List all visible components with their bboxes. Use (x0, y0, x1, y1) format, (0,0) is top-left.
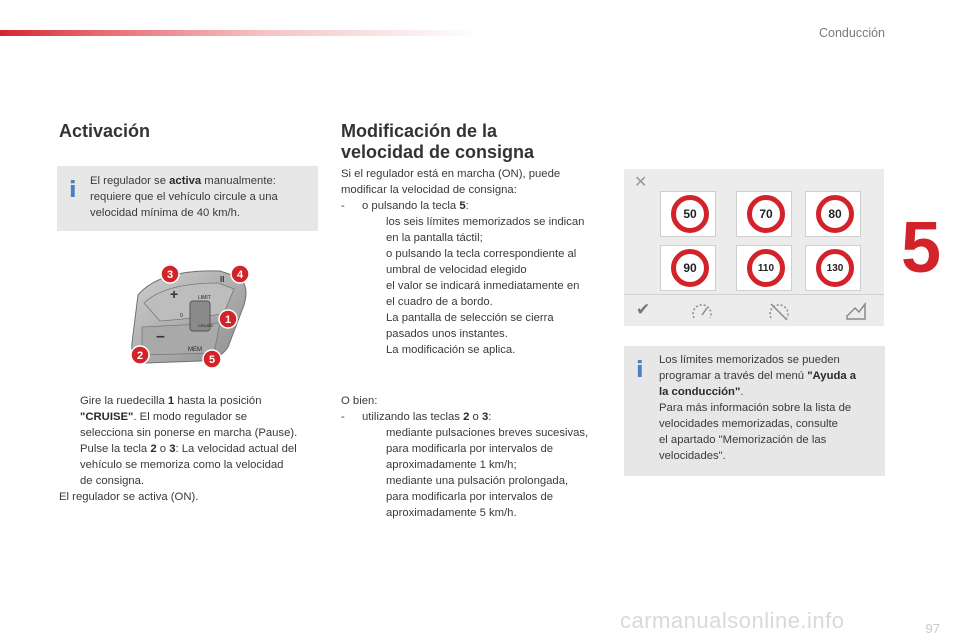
memorization-info-text: Los límites memorizados se pueden programar a través del menú "Ayuda a la conducción". Para más información sobre la lista de velocidades memorizadas, consulte el apartado "Memorización de las velocidades". (659, 354, 857, 462)
speed-limit-off-icon[interactable] (767, 300, 791, 322)
speed-sign-label: 110 (757, 262, 775, 274)
watermark: carmanualsonline.info (620, 608, 845, 633)
plus-mark: + (170, 286, 179, 302)
activation-info-box (57, 166, 318, 231)
callout-1 (219, 310, 237, 328)
section-label: Conducción (818, 26, 885, 40)
sub-step-3: mediante pulsaciones breves sucesivas, para modificarla por intervalos de aproximadamente 1 km/h; (386, 427, 589, 471)
sub-step-1: los seis límites memorizados se indican en la pantalla táctil; (386, 216, 585, 244)
speed-limit-sign-icon (747, 195, 785, 233)
svg-text:3: 3 (166, 269, 174, 281)
speed-sign-130[interactable] (805, 245, 861, 291)
minus-mark: – (156, 328, 165, 345)
speed-sign-50[interactable] (660, 191, 716, 237)
sub-step-2: o pulsando la tecla correspondiente al umbral de velocidad elegido el valor se indicará inmediatamente en el cuadro de a bordo. La pantalla de selección se cierra pasados unos instantes. La modificación se aplica. (386, 248, 580, 356)
speedometer-icon[interactable] (690, 300, 714, 322)
speed-limit-sign-icon (671, 249, 709, 287)
speed-limit-screen (624, 169, 884, 326)
speed-limit-sign-icon (747, 249, 785, 287)
speed-limit-sign-icon (671, 195, 709, 233)
toolbar (624, 294, 884, 327)
step-1: Gire la ruedecilla 1 hasta la posición "CRUISE". El modo regulador se selecciona sin ponerse en marcha (Pause). (80, 395, 298, 439)
speed-sign-label: 50 (683, 207, 697, 221)
activation-final: El regulador se activa (ON). (59, 491, 199, 503)
callout-2 (131, 346, 149, 364)
speed-sign-label: 80 (828, 207, 842, 221)
speed-sign-80[interactable] (805, 191, 861, 237)
cruise-control-stalk-illustration (120, 255, 270, 370)
svg-text:5: 5 (208, 354, 216, 366)
memorize-speeds-icon[interactable] (844, 300, 868, 322)
memorization-info-box (624, 346, 885, 476)
callout-4 (231, 265, 249, 283)
modification-text-b: O bien: - utilizando las teclas 2 o 3: mediante pulsaciones breves sucesivas, para modificarla por intervalos de aproximadamente 1 km/h; mediante una pulsación prolongada, para modificarla por intervalos de aproximadamente 5 km/h. (341, 393, 611, 521)
zero-mark: 0 (180, 313, 183, 319)
info-icon: i (69, 178, 77, 203)
close-icon[interactable]: ✕ (634, 172, 648, 191)
activation-title: Activación (59, 121, 151, 141)
speed-limit-sign-icon (816, 249, 854, 287)
speed-sign-label: 130 (826, 262, 844, 274)
callout-3 (161, 265, 179, 283)
cruise-mark: CRUISE (198, 323, 214, 328)
modification-text-a: Si el regulador está en marcha (ON), puede modificar la velocidad de consigna: - o pulsando la tecla 5: los seis límites memorizados se indican en la pantalla táctil; o pulsando la tecla correspondiente al umbral de velocidad elegido el valor se indicará inmediatamente en el cuadro de a bordo. La pantalla de selección se cierra pasados unos instantes. La modificación se aplica. (341, 166, 611, 358)
svg-text:1: 1 (224, 314, 232, 326)
step-2: Pulse la tecla 2 o 3: La velocidad actual del vehículo se memoriza como la velocidad de consigna. (80, 443, 297, 487)
svg-text:2: 2 (136, 350, 144, 362)
limit-mark: LIMIT (198, 295, 211, 301)
sub-step-4: mediante una pulsación prolongada, para modificarla por intervalos de aproximadamente 5 km/h. (386, 475, 569, 519)
speed-sign-label: 90 (683, 261, 697, 275)
svg-text:4: 4 (236, 269, 244, 281)
chapter-number: 5 (901, 208, 942, 288)
speed-sign-90[interactable] (660, 245, 716, 291)
activation-steps (59, 393, 324, 505)
info-icon: i (636, 358, 644, 383)
speed-sign-110[interactable] (736, 245, 792, 291)
pause-mark: II (220, 275, 225, 284)
page-number: 97 (925, 621, 940, 636)
callout-5 (203, 350, 221, 368)
speed-sign-label: 70 (759, 207, 773, 221)
check-icon[interactable]: ✔ (636, 300, 651, 320)
header-accent-bar (0, 30, 480, 36)
speed-sign-70[interactable] (736, 191, 792, 237)
modification-title: Modificación de la velocidad de consigna (341, 121, 535, 162)
activation-info-text: El regulador se activa manualmente: requiere que el vehículo circule a una velocidad mínima de 40 km/h. (90, 175, 278, 219)
speed-limit-sign-icon (816, 195, 854, 233)
mem-mark: MEM (188, 347, 202, 353)
